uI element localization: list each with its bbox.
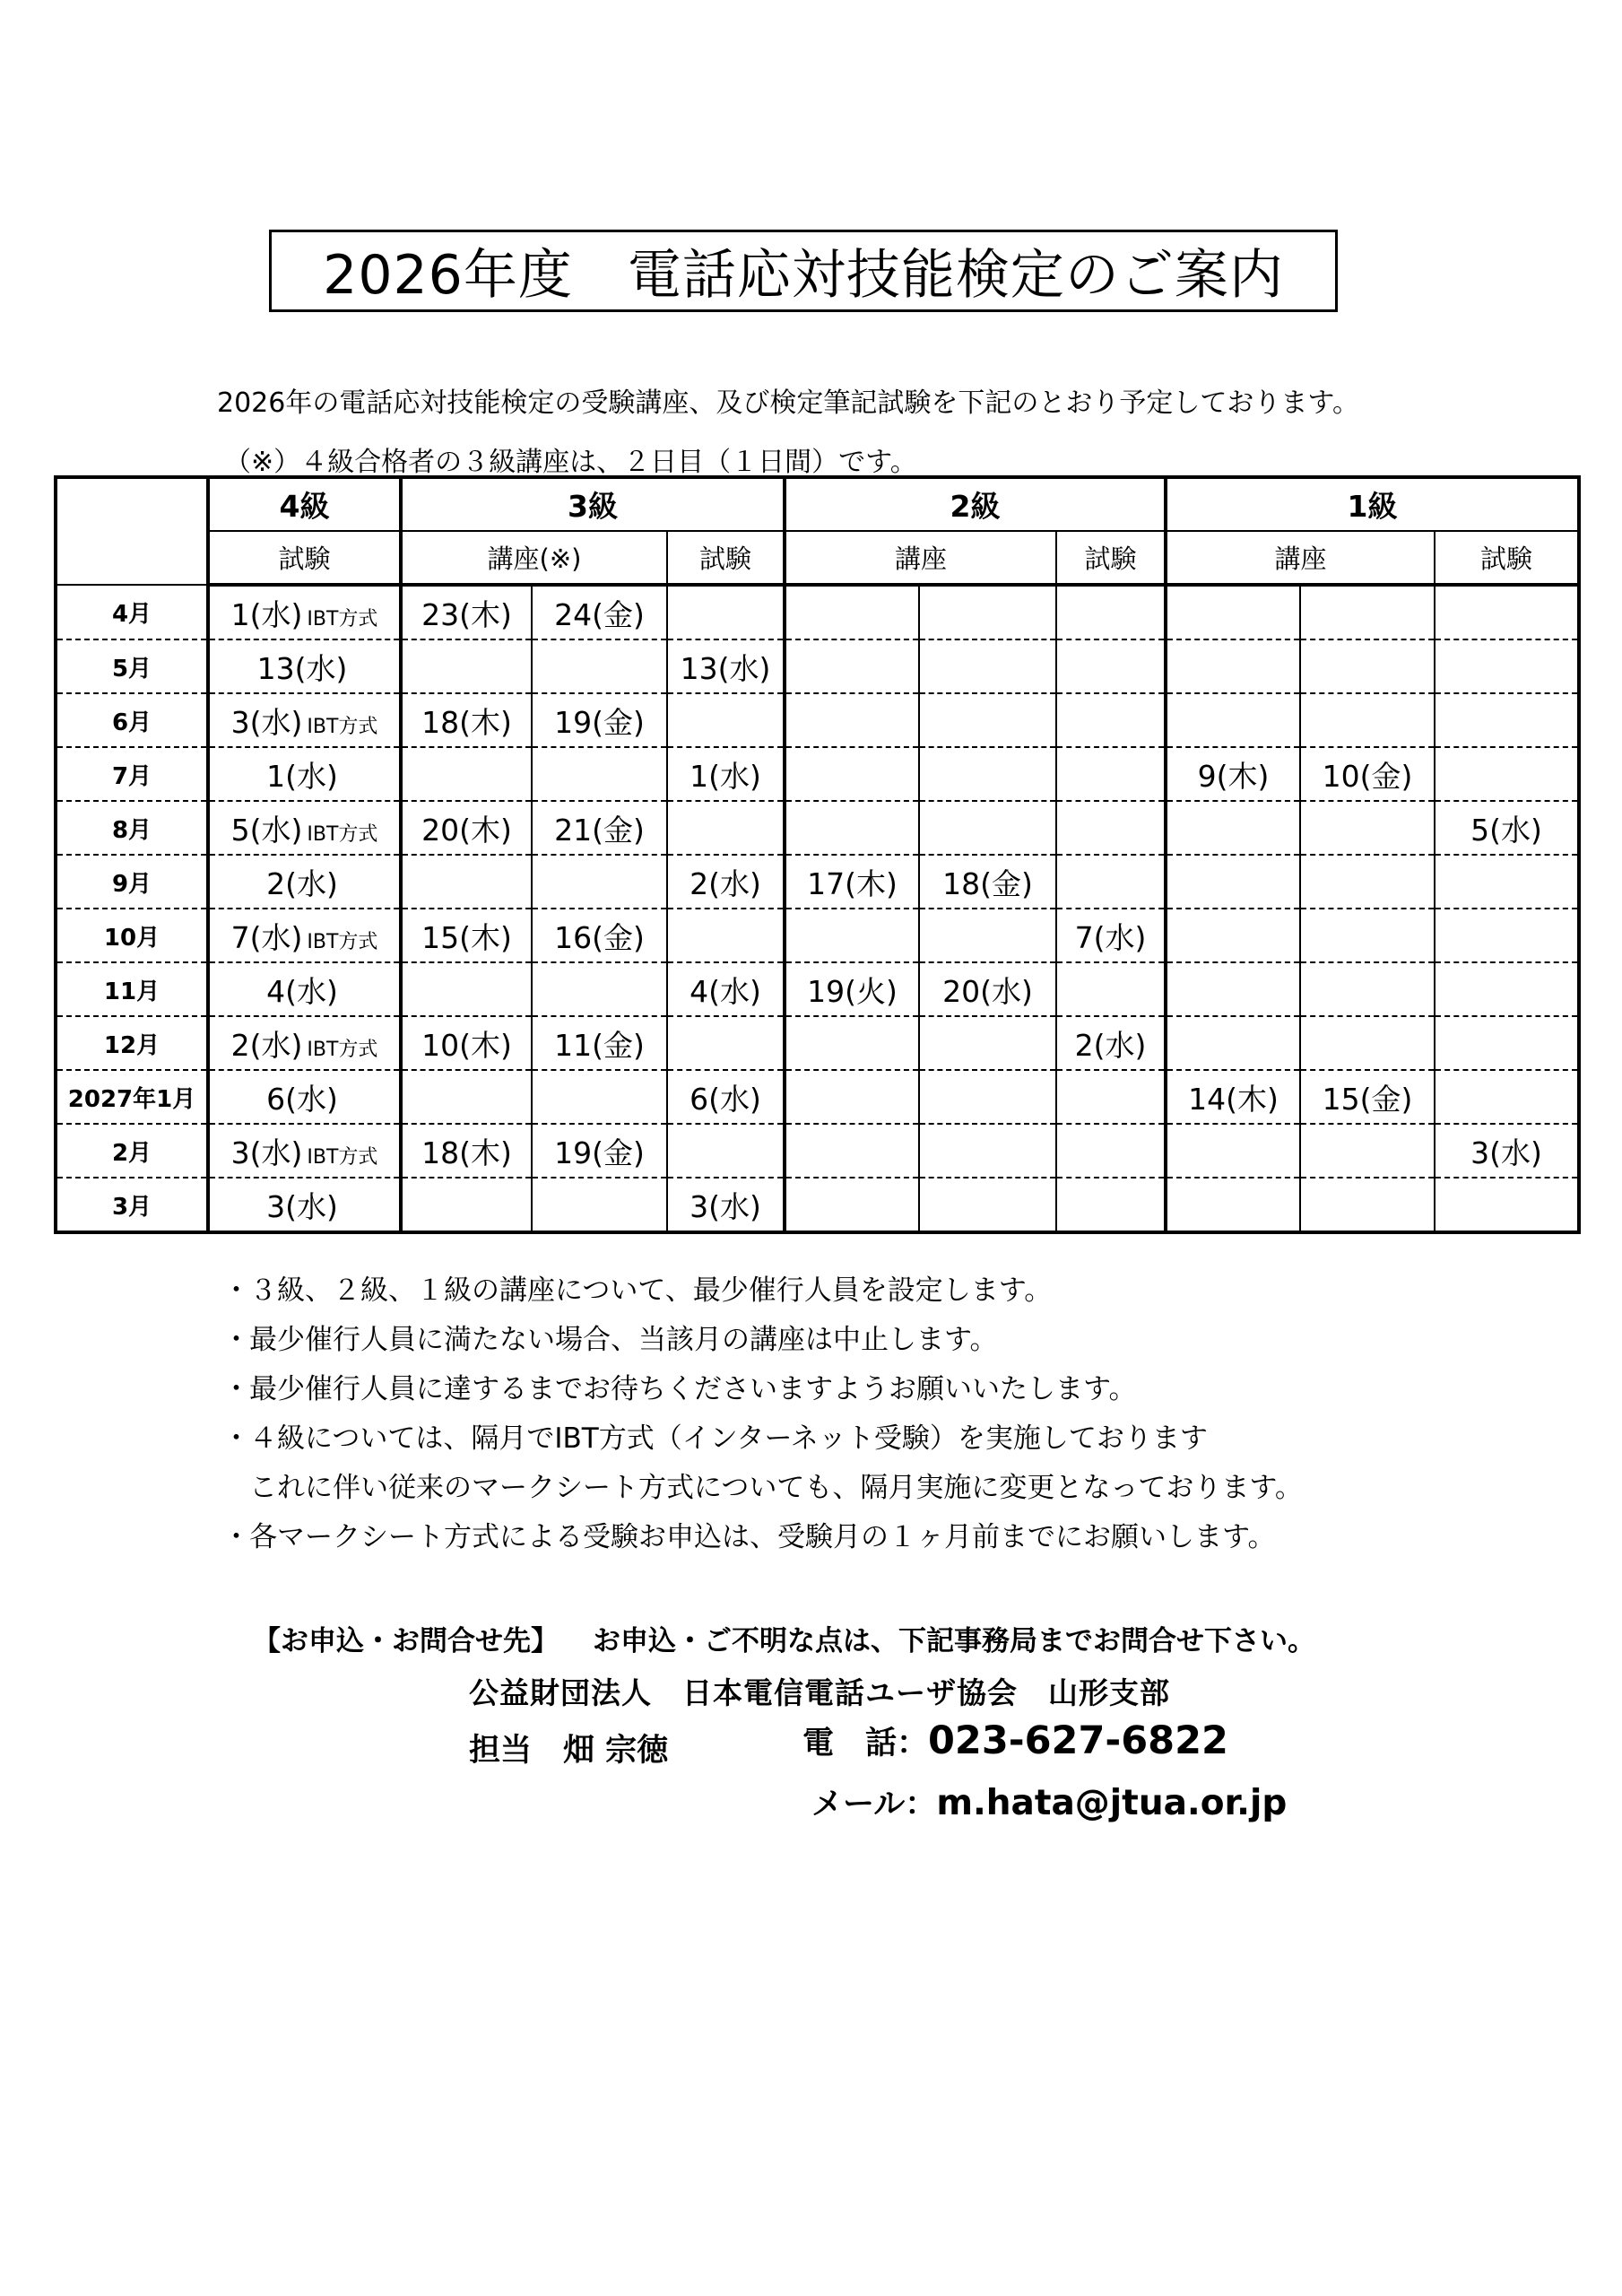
grade3-exam-cell: 3(水) <box>667 1178 785 1232</box>
grade3-course1-cell <box>401 747 532 801</box>
grade3-exam-cell: 6(水) <box>667 1070 785 1124</box>
grade3-exam-cell <box>667 585 785 639</box>
grade4-exam-cell <box>208 693 401 747</box>
note-text: これに伴い従来のマークシート方式についても、隔月実施に変更となっております。 <box>249 1472 1303 1504</box>
grade2-course1-cell <box>785 1016 919 1070</box>
grade2-course2-cell <box>919 801 1056 855</box>
email-label: メール： <box>811 1787 937 1822</box>
table-row <box>56 585 1579 639</box>
month-cell: 8月 <box>56 801 208 855</box>
grade1-course2-cell: 10(金) <box>1300 747 1435 801</box>
grade2-exam-cell <box>1056 1178 1166 1232</box>
grade4-exam-cell <box>208 1016 401 1070</box>
grade3-course2-cell: 16(金) <box>532 909 667 962</box>
grade1-exam-cell <box>1435 1178 1579 1232</box>
grade2-course1-cell <box>785 1124 919 1178</box>
month-header-cell <box>56 477 208 585</box>
grade4-header: 4級 <box>208 477 401 531</box>
table-row <box>56 962 1579 1016</box>
grade1-exam-cell <box>1435 639 1579 693</box>
grade3-header: 3級 <box>401 477 785 531</box>
grade2-exam-cell <box>1056 962 1166 1016</box>
grade4-exam-cell <box>208 747 401 801</box>
note-line <box>222 1513 1303 1562</box>
grade2-exam-cell <box>1056 747 1166 801</box>
grade4-exam-cell <box>208 909 401 962</box>
schedule-body <box>56 585 1579 1232</box>
grade1-course1-cell <box>1166 639 1300 693</box>
table-row <box>56 639 1579 693</box>
intro-line-1: 2026年の電話応対技能検定の受験講座、及び検定筆記試験を下記のとおり予定しております。 <box>217 387 1359 419</box>
grade2-course2-cell: 18(金) <box>919 855 1056 909</box>
schedule-header <box>56 477 1579 585</box>
grade4-exam-cell <box>208 639 401 693</box>
exam-date: 7(水) <box>230 919 303 955</box>
grade1-course2-cell <box>1300 1016 1435 1070</box>
notes-section <box>222 1266 1303 1562</box>
grade2-course2-cell <box>919 693 1056 747</box>
exam-date: 3(水) <box>230 1135 303 1170</box>
month-cell: 6月 <box>56 693 208 747</box>
ibt-note: IBT方式 <box>307 607 378 631</box>
contact-person: 担当 畑 宗徳 <box>469 1733 669 1769</box>
note-bullet: ・ <box>222 1521 250 1553</box>
grade2-course2-cell: 20(水) <box>919 962 1056 1016</box>
grade1-course1-cell <box>1166 909 1300 962</box>
ibt-note: IBT方式 <box>307 715 378 738</box>
grade1-course2-cell: 15(金) <box>1300 1070 1435 1124</box>
exam-date: 13(水) <box>256 650 348 686</box>
grade2-exam-cell <box>1056 693 1166 747</box>
month-cell: 5月 <box>56 639 208 693</box>
grade1-course1-cell <box>1166 855 1300 909</box>
note-text: 各マークシート方式による受験お申込は、受験月の１ヶ月前までにお願いします。 <box>249 1521 1276 1553</box>
month-cell: 2月 <box>56 1124 208 1178</box>
note-bullet: ・ <box>222 1422 250 1455</box>
ibt-note: IBT方式 <box>307 1145 378 1169</box>
table-row <box>56 1070 1579 1124</box>
grade2-course2-cell <box>919 1070 1056 1124</box>
grade3-exam-header: 試験 <box>667 531 785 585</box>
grade1-course1-cell <box>1166 1016 1300 1070</box>
month-cell: 7月 <box>56 747 208 801</box>
grade1-exam-cell <box>1435 1016 1579 1070</box>
grade2-exam-cell <box>1056 801 1166 855</box>
table-row <box>56 693 1579 747</box>
grade1-course2-cell <box>1300 962 1435 1016</box>
exam-date: 6(水) <box>266 1081 338 1117</box>
grade1-course1-cell <box>1166 693 1300 747</box>
grade3-exam-cell <box>667 1016 785 1070</box>
note-line <box>222 1365 1303 1414</box>
grade2-course1-cell <box>785 585 919 639</box>
grade1-exam-cell <box>1435 747 1579 801</box>
grade3-exam-cell: 1(水) <box>667 747 785 801</box>
grade4-exam-header: 試験 <box>208 531 401 585</box>
month-cell: 12月 <box>56 1016 208 1070</box>
grade3-course1-cell <box>401 962 532 1016</box>
grade3-course1-cell <box>401 639 532 693</box>
grade3-course1-cell: 10(木) <box>401 1016 532 1070</box>
grade1-header: 1級 <box>1166 477 1579 531</box>
grade2-course2-cell <box>919 747 1056 801</box>
grade2-course2-cell <box>919 1016 1056 1070</box>
grade3-course2-cell <box>532 855 667 909</box>
month-cell: 2027年1月 <box>56 1070 208 1124</box>
grade3-course1-cell: 20(木) <box>401 801 532 855</box>
grade1-exam-header: 試験 <box>1435 531 1579 585</box>
exam-date: 5(水) <box>230 812 303 848</box>
grade1-course1-cell <box>1166 1178 1300 1232</box>
note-line <box>222 1266 1303 1316</box>
grade3-course1-cell: 23(木) <box>401 585 532 639</box>
grade1-exam-cell <box>1435 855 1579 909</box>
grade2-course2-cell <box>919 1178 1056 1232</box>
grade3-course2-cell: 24(金) <box>532 585 667 639</box>
email-address: m.hata@jtua.or.jp <box>936 1783 1288 1823</box>
document-title: 2026年度 電話応対技能検定のご案内 <box>323 244 1284 307</box>
grade4-exam-cell <box>208 1178 401 1232</box>
table-row <box>56 909 1579 962</box>
grade2-course1-cell <box>785 693 919 747</box>
grade1-course2-cell <box>1300 639 1435 693</box>
grade2-course1-cell: 19(火) <box>785 962 919 1016</box>
exam-date: 1(水) <box>230 596 303 632</box>
phone-line <box>802 1718 1228 1763</box>
exam-date: 2(水) <box>230 1027 303 1063</box>
grade2-exam-header: 試験 <box>1056 531 1166 585</box>
note-bullet: ・ <box>222 1373 250 1405</box>
grade2-course1-cell <box>785 639 919 693</box>
grade3-course1-cell: 15(木) <box>401 909 532 962</box>
grade3-course2-cell <box>532 639 667 693</box>
grade3-course1-cell: 18(木) <box>401 1124 532 1178</box>
grade1-course1-cell <box>1166 1124 1300 1178</box>
note-text: ３級、２級、１級の講座について、最少催行人員を設定します。 <box>249 1274 1053 1307</box>
grade2-course1-cell: 17(木) <box>785 855 919 909</box>
grade3-course1-cell <box>401 1178 532 1232</box>
grade2-exam-cell <box>1056 1070 1166 1124</box>
grade1-course1-cell: 14(木) <box>1166 1070 1300 1124</box>
email-line <box>811 1779 1287 1824</box>
grade2-exam-cell: 2(水) <box>1056 1016 1166 1070</box>
grade2-course1-cell <box>785 1178 919 1232</box>
grade3-exam-cell: 13(水) <box>667 639 785 693</box>
grade4-exam-cell <box>208 801 401 855</box>
note-text: 最少催行人員に満たない場合、当該月の講座は中止します。 <box>249 1324 998 1356</box>
grade1-course1-cell: 9(木) <box>1166 747 1300 801</box>
grade1-course1-cell <box>1166 801 1300 855</box>
grade3-course1-cell <box>401 855 532 909</box>
grade2-exam-cell <box>1056 639 1166 693</box>
grade3-course2-cell: 11(金) <box>532 1016 667 1070</box>
grade3-exam-cell: 2(水) <box>667 855 785 909</box>
grade2-exam-cell <box>1056 1124 1166 1178</box>
exam-date: 3(水) <box>266 1188 338 1224</box>
table-row <box>56 1016 1579 1070</box>
ibt-note: IBT方式 <box>307 930 378 953</box>
grade2-course-header: 講座 <box>785 531 1056 585</box>
grade1-course2-cell <box>1300 855 1435 909</box>
grade3-course2-cell <box>532 747 667 801</box>
grade3-exam-cell <box>667 1124 785 1178</box>
table-row <box>56 1178 1579 1232</box>
phone-label: 電 話： <box>802 1726 929 1761</box>
grade1-exam-cell <box>1435 693 1579 747</box>
grade3-course2-cell <box>532 962 667 1016</box>
grade3-course-header: 講座(※) <box>401 531 667 585</box>
table-row <box>56 747 1579 801</box>
contact-organization: 公益財団法人 日本電信電話ユーザ協会 山形支部 <box>469 1675 1170 1710</box>
month-cell: 3月 <box>56 1178 208 1232</box>
grade1-course2-cell <box>1300 1124 1435 1178</box>
note-bullet: ・ <box>222 1274 250 1307</box>
grade2-header: 2級 <box>785 477 1166 531</box>
grade3-exam-cell: 4(水) <box>667 962 785 1016</box>
grade2-course2-cell <box>919 1124 1056 1178</box>
schedule-table <box>54 475 1581 1234</box>
note-bullet: ・ <box>222 1324 250 1356</box>
grade1-exam-cell <box>1435 909 1579 962</box>
grade2-course2-cell <box>919 909 1056 962</box>
grade3-course2-cell: 19(金) <box>532 693 667 747</box>
subheader-row <box>56 531 1579 585</box>
grade1-exam-cell <box>1435 585 1579 639</box>
ibt-note: IBT方式 <box>307 822 378 846</box>
grade2-course1-cell <box>785 747 919 801</box>
grade3-exam-cell <box>667 909 785 962</box>
grade2-course2-cell <box>919 639 1056 693</box>
table-row <box>56 1124 1579 1178</box>
phone-number: 023-627-6822 <box>928 1718 1228 1763</box>
grade-header-row <box>56 477 1579 531</box>
grade1-course1-cell <box>1166 585 1300 639</box>
grade2-exam-cell <box>1056 585 1166 639</box>
grade1-exam-cell <box>1435 1070 1579 1124</box>
exam-date: 2(水) <box>266 865 338 901</box>
contact-heading-line <box>253 1618 1315 1658</box>
month-cell: 4月 <box>56 585 208 639</box>
grade1-course2-cell <box>1300 801 1435 855</box>
month-cell: 11月 <box>56 962 208 1016</box>
grade4-exam-cell <box>208 1070 401 1124</box>
grade3-course2-cell: 21(金) <box>532 801 667 855</box>
grade1-exam-cell: 3(水) <box>1435 1124 1579 1178</box>
grade2-exam-cell <box>1056 855 1166 909</box>
month-cell: 10月 <box>56 909 208 962</box>
grade1-course2-cell <box>1300 585 1435 639</box>
note-text: 最少催行人員に達するまでお待ちくださいますようお願いいたします。 <box>249 1373 1137 1405</box>
grade4-exam-cell <box>208 855 401 909</box>
grade1-course-header: 講座 <box>1166 531 1435 585</box>
grade4-exam-cell <box>208 585 401 639</box>
grade4-exam-cell <box>208 1124 401 1178</box>
table-row <box>56 855 1579 909</box>
grade2-course1-cell <box>785 1070 919 1124</box>
grade3-exam-cell <box>667 693 785 747</box>
grade1-course2-cell <box>1300 693 1435 747</box>
grade2-exam-cell: 7(水) <box>1056 909 1166 962</box>
exam-date: 1(水) <box>266 758 338 794</box>
ibt-note: IBT方式 <box>307 1038 378 1061</box>
grade3-course2-cell: 19(金) <box>532 1124 667 1178</box>
grade3-course2-cell <box>532 1070 667 1124</box>
document-title-box <box>269 230 1338 312</box>
grade1-course2-cell <box>1300 1178 1435 1232</box>
grade1-exam-cell <box>1435 962 1579 1016</box>
grade1-course1-cell <box>1166 962 1300 1016</box>
note-line <box>222 1316 1303 1365</box>
grade2-course2-cell <box>919 585 1056 639</box>
grade1-exam-cell: 5(水) <box>1435 801 1579 855</box>
month-cell: 9月 <box>56 855 208 909</box>
grade1-course2-cell <box>1300 909 1435 962</box>
note-line <box>222 1464 1303 1513</box>
note-line <box>222 1414 1303 1464</box>
grade2-course1-cell <box>785 801 919 855</box>
grade3-course1-cell: 18(木) <box>401 693 532 747</box>
grade2-course1-cell <box>785 909 919 962</box>
contact-heading: 【お申込・お問合せ先】 <box>253 1625 559 1657</box>
grade4-exam-cell <box>208 962 401 1016</box>
grade3-course2-cell <box>532 1178 667 1232</box>
note-text: ４級については、隔月でIBT方式（インターネット受験）を実施しております <box>249 1422 1208 1455</box>
grade3-exam-cell <box>667 801 785 855</box>
exam-date: 3(水) <box>230 704 303 740</box>
exam-date: 4(水) <box>266 973 338 1009</box>
grade3-course1-cell <box>401 1070 532 1124</box>
intro-line-2: （※）４級合格者の３級講座は、２日目（１日間）です。 <box>224 447 917 478</box>
contact-heading-rest: お申込・ご不明な点は、下記事務局までお問合せ下さい。 <box>593 1625 1315 1657</box>
table-row <box>56 801 1579 855</box>
